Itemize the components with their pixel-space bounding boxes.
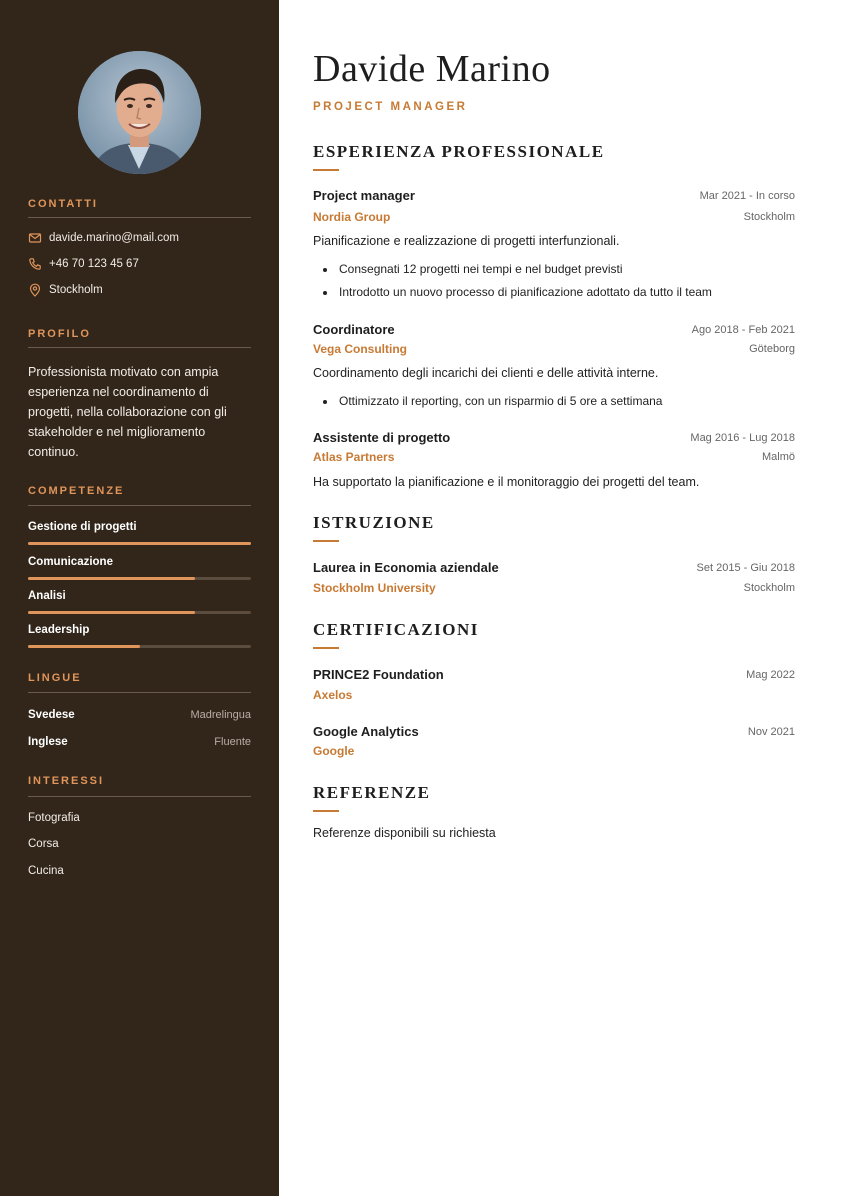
- skill-bar-fill: [28, 577, 195, 580]
- experience-accent-rule: [313, 169, 339, 171]
- skill-bar: [28, 611, 251, 614]
- certification-title: PRINCE2 Foundation: [313, 667, 444, 682]
- skill-bar-fill: [28, 611, 195, 614]
- contact-email-text: davide.marino@mail.com: [49, 232, 179, 244]
- candidate-role: PROJECT MANAGER: [313, 101, 468, 113]
- contact-phone[interactable]: [28, 257, 139, 271]
- certifications-heading: CERTIFICAZIONI: [313, 620, 479, 639]
- degree-title: Laurea in Economia aziendale: [313, 560, 499, 575]
- language-name: Svedese: [28, 709, 75, 721]
- job-dates: Mag 2016 - Lug 2018: [690, 432, 795, 444]
- interests-heading: INTERESSI: [28, 775, 105, 787]
- certifications-accent-rule: [313, 647, 339, 649]
- references-text: Referenze disponibili su richiesta: [313, 826, 496, 840]
- job-company: Vega Consulting: [313, 342, 408, 356]
- skill-bar-fill: [28, 542, 251, 545]
- language-item: [28, 736, 251, 748]
- contacts-heading: CONTATTI: [28, 198, 98, 210]
- language-item: [28, 709, 251, 721]
- interest-item: Cucina: [28, 865, 64, 877]
- job-title: Coordinatore: [313, 322, 395, 337]
- certification-title: Google Analytics: [313, 724, 419, 739]
- job-bullet: [323, 262, 623, 276]
- skills-divider: [28, 505, 251, 506]
- phone-icon: [28, 257, 42, 271]
- language-name: Inglese: [28, 736, 68, 748]
- location-pin-icon: [28, 283, 42, 297]
- job-title: Project manager: [313, 188, 415, 203]
- certification-date: Nov 2021: [747, 726, 795, 738]
- job-company: Atlas Partners: [313, 450, 395, 464]
- skill-bar: [28, 645, 251, 648]
- skill-name: Comunicazione: [28, 556, 113, 568]
- job-description: Coordinamento degli incarichi dei clienti e delle attività interne.: [313, 366, 659, 380]
- contact-email[interactable]: [28, 231, 179, 245]
- contacts-divider: [28, 217, 251, 218]
- experience-heading: ESPERIENZA PROFESSIONALE: [313, 142, 605, 161]
- skill-bar: [28, 577, 251, 580]
- job-dates: Mar 2021 - In corso: [699, 190, 795, 202]
- language-level: Fluente: [214, 736, 251, 748]
- references-heading: REFERENZE: [313, 783, 431, 802]
- job-bullet: [323, 394, 662, 408]
- interest-item: Fotografia: [28, 812, 80, 824]
- job-location: Stockholm: [743, 211, 795, 223]
- profile-photo: [78, 51, 201, 174]
- skill-name: Analisi: [28, 590, 66, 602]
- references-accent-rule: [313, 810, 339, 812]
- job-company: Nordia Group: [313, 210, 391, 224]
- contact-location-text: Stockholm: [49, 284, 103, 296]
- certification-issuer: Google: [313, 744, 355, 758]
- job-description: Ha supportato la pianificazione e il monitoraggio dei progetti del team.: [313, 475, 700, 489]
- certification-issuer: Axelos: [313, 688, 353, 702]
- sidebar: [0, 0, 279, 1196]
- language-level: Madrelingua: [190, 709, 251, 721]
- school-location: Stockholm: [743, 582, 795, 594]
- job-bullet-text: Ottimizzato il reporting, con un risparmio di 5 ore a settimana: [339, 394, 663, 408]
- skill-bar: [28, 542, 251, 545]
- job-bullet-text: Consegnati 12 progetti nei tempi e nel budget previsti: [339, 262, 623, 276]
- mail-icon: [28, 231, 42, 245]
- interest-item: Corsa: [28, 838, 59, 850]
- skills-heading: COMPETENZE: [28, 485, 125, 497]
- profile-summary: Professionista motivato con ampia esperienza nel coordinamento di progetti, nella collaborazione con gli stakeholder e nel miglioramento continuo.: [28, 365, 227, 459]
- skill-bar-fill: [28, 645, 140, 648]
- profile-divider: [28, 347, 251, 348]
- languages-divider: [28, 692, 251, 693]
- job-location: Göteborg: [749, 343, 795, 355]
- contact-location: [28, 283, 103, 297]
- job-bullet-text: Introdotto un nuovo processo di pianificazione adottato da tutto il team: [339, 285, 712, 299]
- candidate-name: Davide Marino: [313, 48, 551, 90]
- education-heading: ISTRUZIONE: [313, 513, 435, 532]
- school-name: Stockholm University: [313, 581, 436, 595]
- job-title: Assistente di progetto: [313, 430, 451, 445]
- profile-heading: PROFILO: [28, 328, 91, 340]
- interests-divider: [28, 796, 251, 797]
- skill-name: Leadership: [28, 624, 90, 636]
- education-accent-rule: [313, 540, 339, 542]
- languages-heading: LINGUE: [28, 672, 82, 684]
- job-location: Malmö: [761, 451, 795, 463]
- certification-date: Mag 2022: [746, 669, 795, 681]
- job-dates: Ago 2018 - Feb 2021: [691, 324, 795, 336]
- job-description: Pianificazione e realizzazione di progetti interfunzionali.: [313, 234, 620, 248]
- portrait-illustration: [78, 51, 201, 174]
- skill-name: Gestione di progetti: [28, 521, 137, 533]
- job-bullet: [323, 285, 712, 299]
- degree-dates: Set 2015 - Giu 2018: [696, 562, 795, 574]
- contact-phone-text: +46 70 123 45 67: [49, 258, 139, 270]
